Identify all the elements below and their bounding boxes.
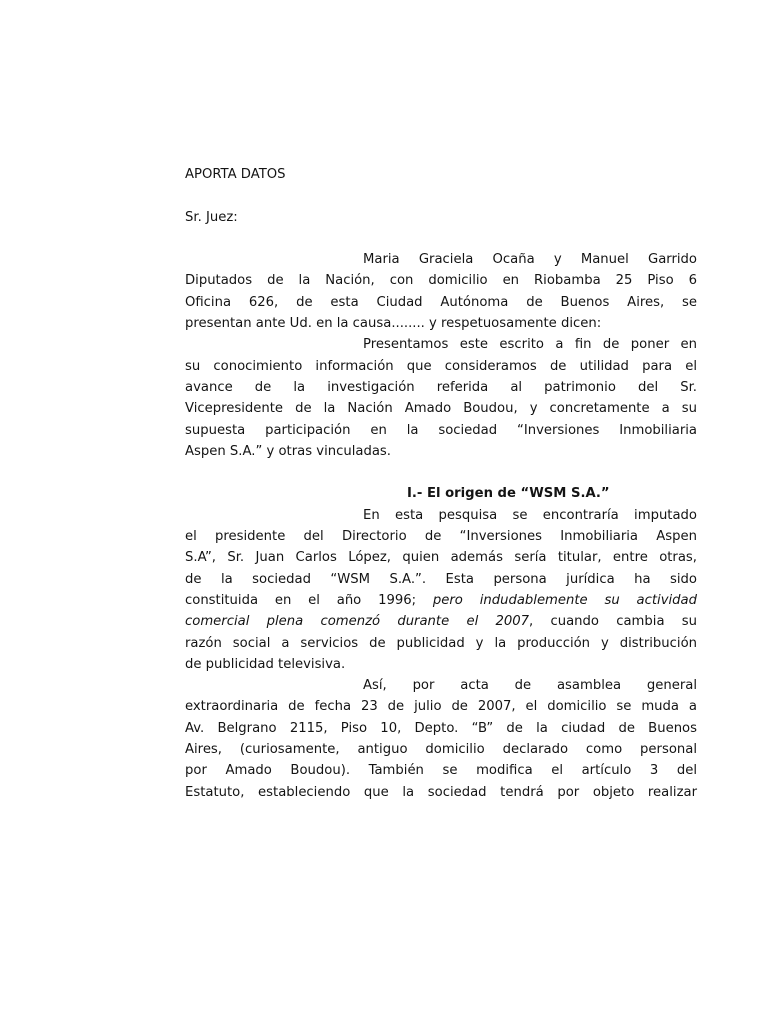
- paragraph-line: [185, 611, 697, 632]
- paragraph-presentation: [185, 249, 697, 334]
- paragraph-line: el presidente del Directorio de “Inversiones Inmobiliaria Aspen: [185, 529, 697, 545]
- section-heading: I.- El origen de “WSM S.A.”: [407, 486, 610, 502]
- paragraph-line: supuesta participación en la sociedad “Inversiones Inmobiliaria: [185, 422, 697, 438]
- italic-run: pero indudablemente su actividad: [432, 592, 697, 608]
- paragraph-line: Vicepresidente de la Nación Amado Boudou, y concretamente a su: [185, 401, 697, 417]
- paragraph-line: Así, por acta de asamblea general: [363, 678, 697, 694]
- document-body: [185, 164, 697, 803]
- paragraph-assembly: [185, 675, 697, 803]
- paragraph-origin: [185, 505, 697, 675]
- paragraph-line: S.A”, Sr. Juan Carlos López, quien además sería titular, entre otras,: [185, 550, 697, 566]
- paragraph-line: Estatuto, estableciendo que la sociedad tendrá por objeto realizar: [185, 784, 697, 800]
- paragraph-line: [185, 590, 697, 611]
- paragraph-line: Maria Graciela Ocaña y Manuel Garrido: [363, 252, 697, 268]
- paragraph-line: Diputados de la Nación, con domicilio en Riobamba 25 Piso 6: [185, 273, 697, 289]
- paragraph-line: de la sociedad “WSM S.A.”. Esta persona jurídica ha sido: [185, 571, 697, 587]
- paragraph-line: su conocimiento información que consideramos de utilidad para el: [185, 358, 697, 374]
- paragraph-line: Oficina 626, de esta Ciudad Autónoma de Buenos Aires, se: [185, 294, 697, 310]
- paragraph-line: Presentamos este escrito a fin de poner en: [363, 337, 697, 353]
- paragraph-line: avance de la investigación referida al patrimonio del Sr.: [185, 379, 697, 395]
- paragraph-line: extraordinaria de fecha 23 de julio de 2007, el domicilio se muda a: [185, 699, 697, 715]
- text-run: constituida en el año 1996;: [185, 592, 433, 608]
- paragraph-line: presentan ante Ud. en la causa........ y respetuosamente dicen:: [185, 316, 602, 332]
- paragraph-line: Aires, (curiosamente, antiguo domicilio declarado como personal: [185, 742, 697, 758]
- document-title: APORTA DATOS: [185, 167, 286, 182]
- paragraph-line: de publicidad televisiva.: [185, 656, 346, 672]
- paragraph-line: Av. Belgrano 2115, Piso 10, Depto. “B” de la ciudad de Buenos: [185, 720, 697, 736]
- paragraph-line: por Amado Boudou). También se modifica el artículo 3 del: [185, 763, 697, 779]
- paragraph-line: En esta pesquisa se encontraría imputado: [363, 507, 697, 523]
- paragraph-line: razón social a servicios de publicidad y la producción y distribución: [185, 635, 697, 651]
- salutation: Sr. Juez:: [185, 209, 238, 225]
- text-run: , cuando cambia su: [529, 614, 698, 630]
- paragraph-line: Aspen S.A.” y otras vinculadas.: [185, 443, 391, 459]
- italic-run: comercial plena comenzó durante el 2007: [185, 614, 530, 630]
- paragraph-purpose: [185, 334, 697, 462]
